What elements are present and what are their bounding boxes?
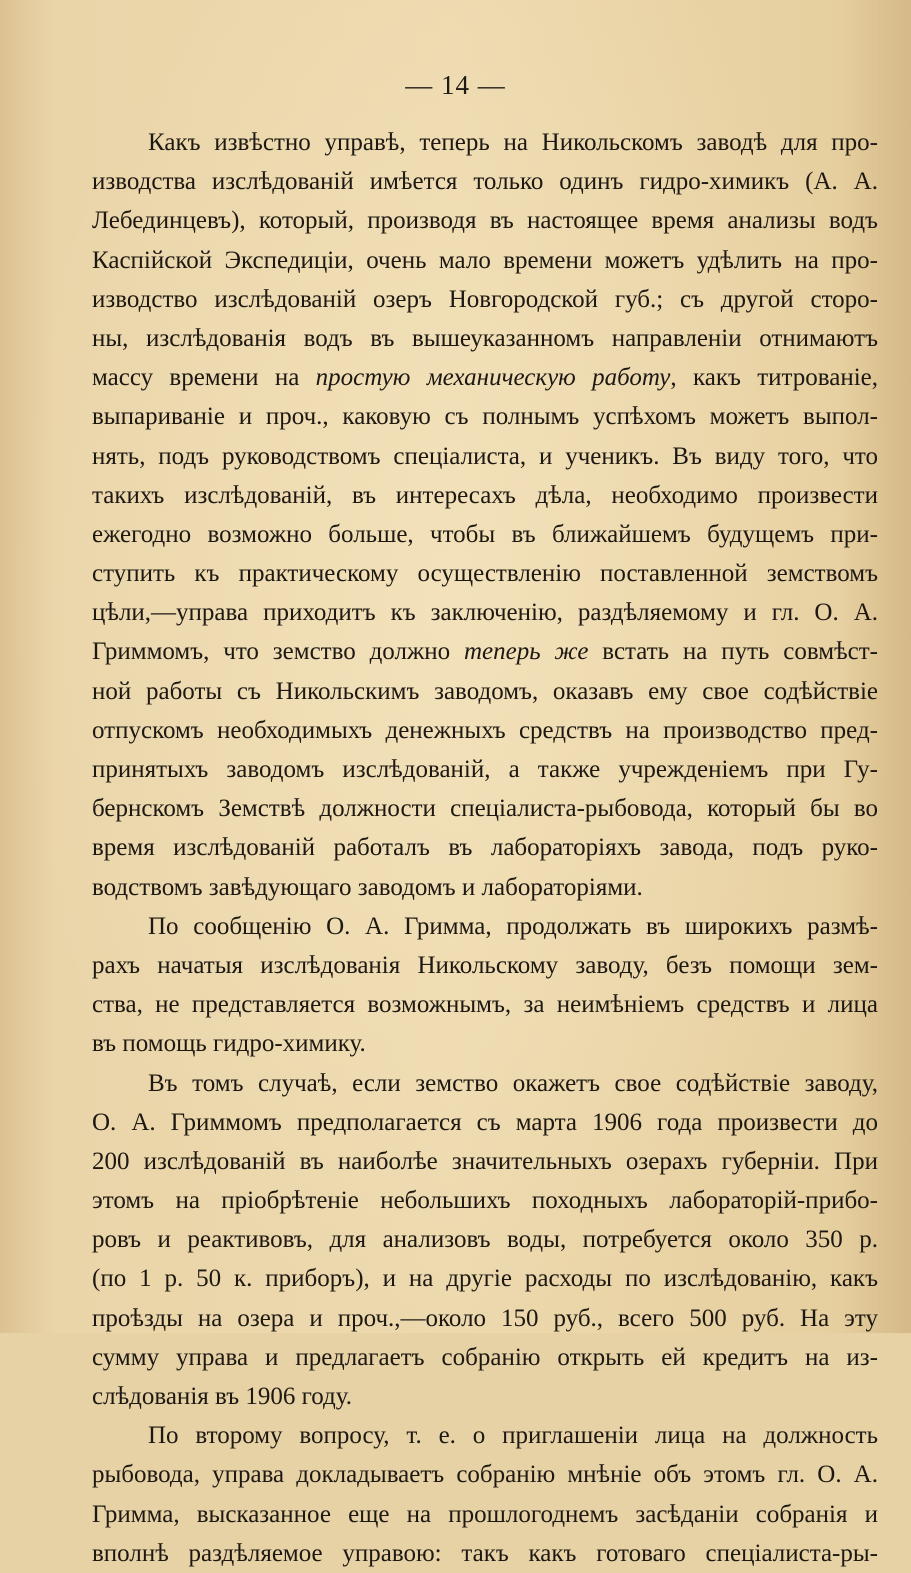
text-segment: встать на путь совмѣст-	[588, 638, 878, 666]
text-line: ства, не представляется возможнымъ, за неимѣніемъ средствъ и лица	[92, 991, 878, 1019]
text-line: бернскомъ Земствѣ должности спеціалиста-рыбовода, который бы во	[92, 795, 878, 823]
text-line: проѣзды на озера и проч.,—около 150 руб., всего 500 руб. На эту	[92, 1304, 878, 1332]
page-number: — 14 —	[405, 70, 506, 100]
text-line: Каспійской Экспедиціи, очень мало времени можетъ удѣлить на про-	[92, 246, 878, 274]
text-line: изводство изслѣдованій озеръ Новгородской губ.; съ другой сторо-	[92, 285, 878, 313]
text-line: ежегодно возможно больше, чтобы въ ближайшемъ будущемъ при-	[92, 520, 878, 548]
text-line: Лебединцевъ), который, производя въ настоящее время анализы водъ	[92, 207, 878, 235]
text-line: рыбовода, управа докладываетъ собранію мнѣніе объ этомъ гл. О. А.	[92, 1461, 878, 1489]
text-line: выпариваніе и проч., каковую съ полнымъ успѣхомъ можетъ выпол-	[92, 403, 878, 431]
text-line: Гримма, высказанное еще на прошлогоднемъ засѣданіи собранія и	[92, 1500, 878, 1528]
text-line: (по 1 р. 50 к. приборъ), и на другіе расходы по изслѣдованію, какъ	[92, 1265, 878, 1293]
text-line: По сообщенію О. А. Гримма, продолжать въ широкихъ размѣ-	[148, 912, 878, 940]
text-line: отпускомъ необходимыхъ денежныхъ средствъ на производство пред-	[92, 716, 878, 744]
text-line: изводства изслѣдованій имѣется только одинъ гидро-химикъ (А. А.	[92, 168, 878, 196]
text-line: ровъ и реактивовъ, для анализовъ воды, потребуется около 350 р.	[92, 1226, 878, 1254]
text-line: О. А. Гриммомъ предполагается съ марта 1906 года произвести до	[92, 1108, 878, 1136]
body-text	[92, 123, 878, 1573]
text-line: цѣли,—управа приходитъ къ заключенію, раздѣляемому и гл. О. А.	[92, 599, 878, 627]
text-line: рахъ начатыя изслѣдованія Никольскому заводу, безъ помощи зем-	[92, 951, 878, 979]
text-line: ступить къ практическому осуществленію поставленной земствомъ	[92, 560, 878, 588]
text-segment: , какъ титрованіе,	[670, 364, 878, 392]
text-line: слѣдованія въ 1906 году.	[92, 1383, 352, 1410]
text-line: этомъ на пріобрѣтеніе небольшихъ походныхъ лабораторій-прибо-	[92, 1187, 878, 1215]
italic-text-segment: простую механическую работу	[315, 364, 671, 392]
text-segment: массу времени на	[92, 364, 316, 392]
text-line: Какъ извѣстно управѣ, теперь на Никольскомъ заводѣ для про-	[148, 129, 878, 156]
text-line: ной работы съ Никольскимъ заводомъ, оказавъ ему свое содѣйствіе	[92, 677, 878, 705]
text-line: въ помощь гидро-химику.	[92, 1030, 366, 1058]
text-line: время изслѣдованій работалъ въ лабораторіяхъ завода, подъ руко-	[92, 834, 878, 862]
text-segment: Гриммомъ, что земство должно	[92, 638, 464, 666]
text-line: водствомъ завѣдующаго заводомъ и лабораторіями.	[92, 873, 643, 901]
text-line	[92, 632, 878, 671]
text-line: принятыхъ заводомъ изслѣдованій, а также учрежденіемъ при Гу-	[92, 756, 878, 783]
italic-text-segment: теперь же	[463, 638, 589, 666]
text-line: ны, изслѣдованія водъ въ вышеуказанномъ направленіи отнимаютъ	[92, 324, 878, 352]
text-line: такихъ изслѣдованій, въ интересахъ дѣла, необходимо произвести	[92, 481, 878, 509]
text-line: нять, подъ руководствомъ спеціалиста, и ученикъ. Въ виду того, что	[92, 442, 878, 470]
text-line: вполнѣ раздѣляемое управою: такъ какъ готоваго спеціалиста-ры-	[92, 1539, 878, 1567]
text-line: По второму вопросу, т. е. о приглашеніи лица на должность	[148, 1422, 878, 1450]
text-line: Въ томъ случаѣ, если земство окажетъ свое содѣйствіе заводу,	[148, 1069, 878, 1097]
text-line: 200 изслѣдованій въ наиболѣе значительныхъ озерахъ губерніи. При	[92, 1147, 878, 1175]
text-line	[92, 358, 878, 397]
text-line: сумму управа и предлагаетъ собранію открыть ей кредитъ на из-	[92, 1343, 878, 1371]
